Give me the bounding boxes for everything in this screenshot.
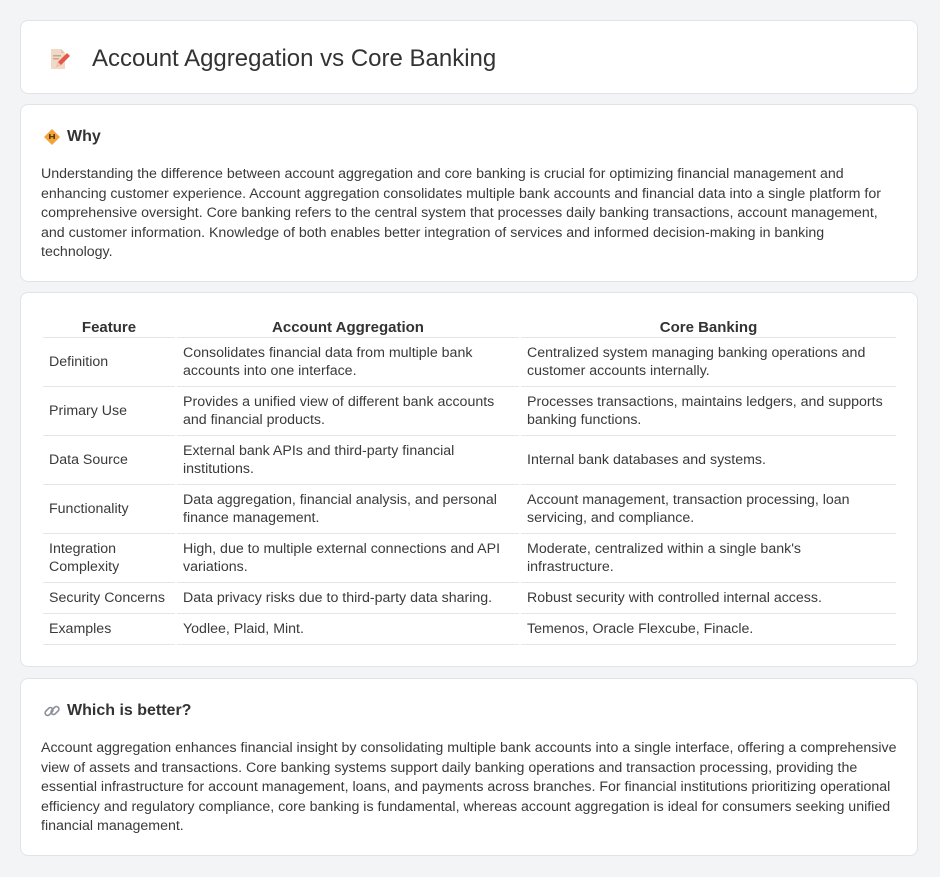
diamond-warning-icon xyxy=(43,128,61,146)
table-row xyxy=(43,485,896,534)
table-cell: Data aggregation, financial analysis, and personal finance management. xyxy=(177,485,519,534)
column-header: Feature xyxy=(43,317,175,338)
table-row xyxy=(43,583,896,614)
table-row xyxy=(43,534,896,583)
table-cell: Data privacy risks due to third-party data sharing. xyxy=(177,583,519,614)
table-cell: External bank APIs and third-party financial institutions. xyxy=(177,436,519,485)
column-header: Core Banking xyxy=(521,317,896,338)
which-better-heading: Which is better? xyxy=(67,702,192,719)
table-cell: Definition xyxy=(43,338,175,387)
document-pencil-icon xyxy=(47,47,71,71)
comparison-section xyxy=(20,292,918,667)
table-cell: Integration Complexity xyxy=(43,534,175,583)
table-cell: Provides a unified view of different bank accounts and financial products. xyxy=(177,387,519,436)
table-cell: Robust security with controlled internal access. xyxy=(521,583,896,614)
table-cell: Temenos, Oracle Flexcube, Finacle. xyxy=(521,614,896,645)
comparison-table xyxy=(41,317,898,645)
table-cell: High, due to multiple external connections and API variations. xyxy=(177,534,519,583)
table-cell: Security Concerns xyxy=(43,583,175,614)
table-header-row xyxy=(43,317,896,338)
page-title: Account Aggregation vs Core Banking xyxy=(92,45,497,72)
table-row xyxy=(43,338,896,387)
table-cell: Functionality xyxy=(43,485,175,534)
column-header: Account Aggregation xyxy=(177,317,519,338)
table-row xyxy=(43,614,896,645)
table-row xyxy=(43,387,896,436)
link-icon xyxy=(43,702,61,720)
why-heading: Why xyxy=(67,128,101,145)
why-text: Understanding the difference between account aggregation and core banking is crucial for optimizing financial management and enhancing customer experience. Account aggregation consolidates multiple bank accounts and financial data into a single platform for comprehensive oversight. Core banking refers to the central system that processes daily banking transactions, account management, and customer information. Knowledge of both enables better integration of services and informed decision-making in banking technology. xyxy=(41,166,881,261)
why-section xyxy=(20,104,918,282)
table-row xyxy=(43,436,896,485)
table-cell: Processes transactions, maintains ledgers, and supports banking functions. xyxy=(521,387,896,436)
table-cell: Data Source xyxy=(43,436,175,485)
table-cell: Account management, transaction processing, loan servicing, and compliance. xyxy=(521,485,896,534)
table-cell: Examples xyxy=(43,614,175,645)
table-cell: Primary Use xyxy=(43,387,175,436)
header-card xyxy=(20,20,918,94)
table-cell: Moderate, centralized within a single bank's infrastructure. xyxy=(521,534,896,583)
table-cell: Internal bank databases and systems. xyxy=(521,436,896,485)
table-cell: Yodlee, Plaid, Mint. xyxy=(177,614,519,645)
which-better-section xyxy=(20,678,918,856)
table-cell: Consolidates financial data from multiple bank accounts into one interface. xyxy=(177,338,519,387)
table-cell: Centralized system managing banking operations and customer accounts internally. xyxy=(521,338,896,387)
which-better-text: Account aggregation enhances financial insight by consolidating multiple bank accounts into a single interface, offering a comprehensive view of assets and transactions. Core banking systems support daily banking operations and transaction processing, providing the essential infrastructure for account management, loans, and payments across branches. For financial institutions prioritizing operational efficiency and regulatory compliance, core banking is fundamental, whereas account aggregation is ideal for consumers seeking unified financial management. xyxy=(41,740,897,835)
